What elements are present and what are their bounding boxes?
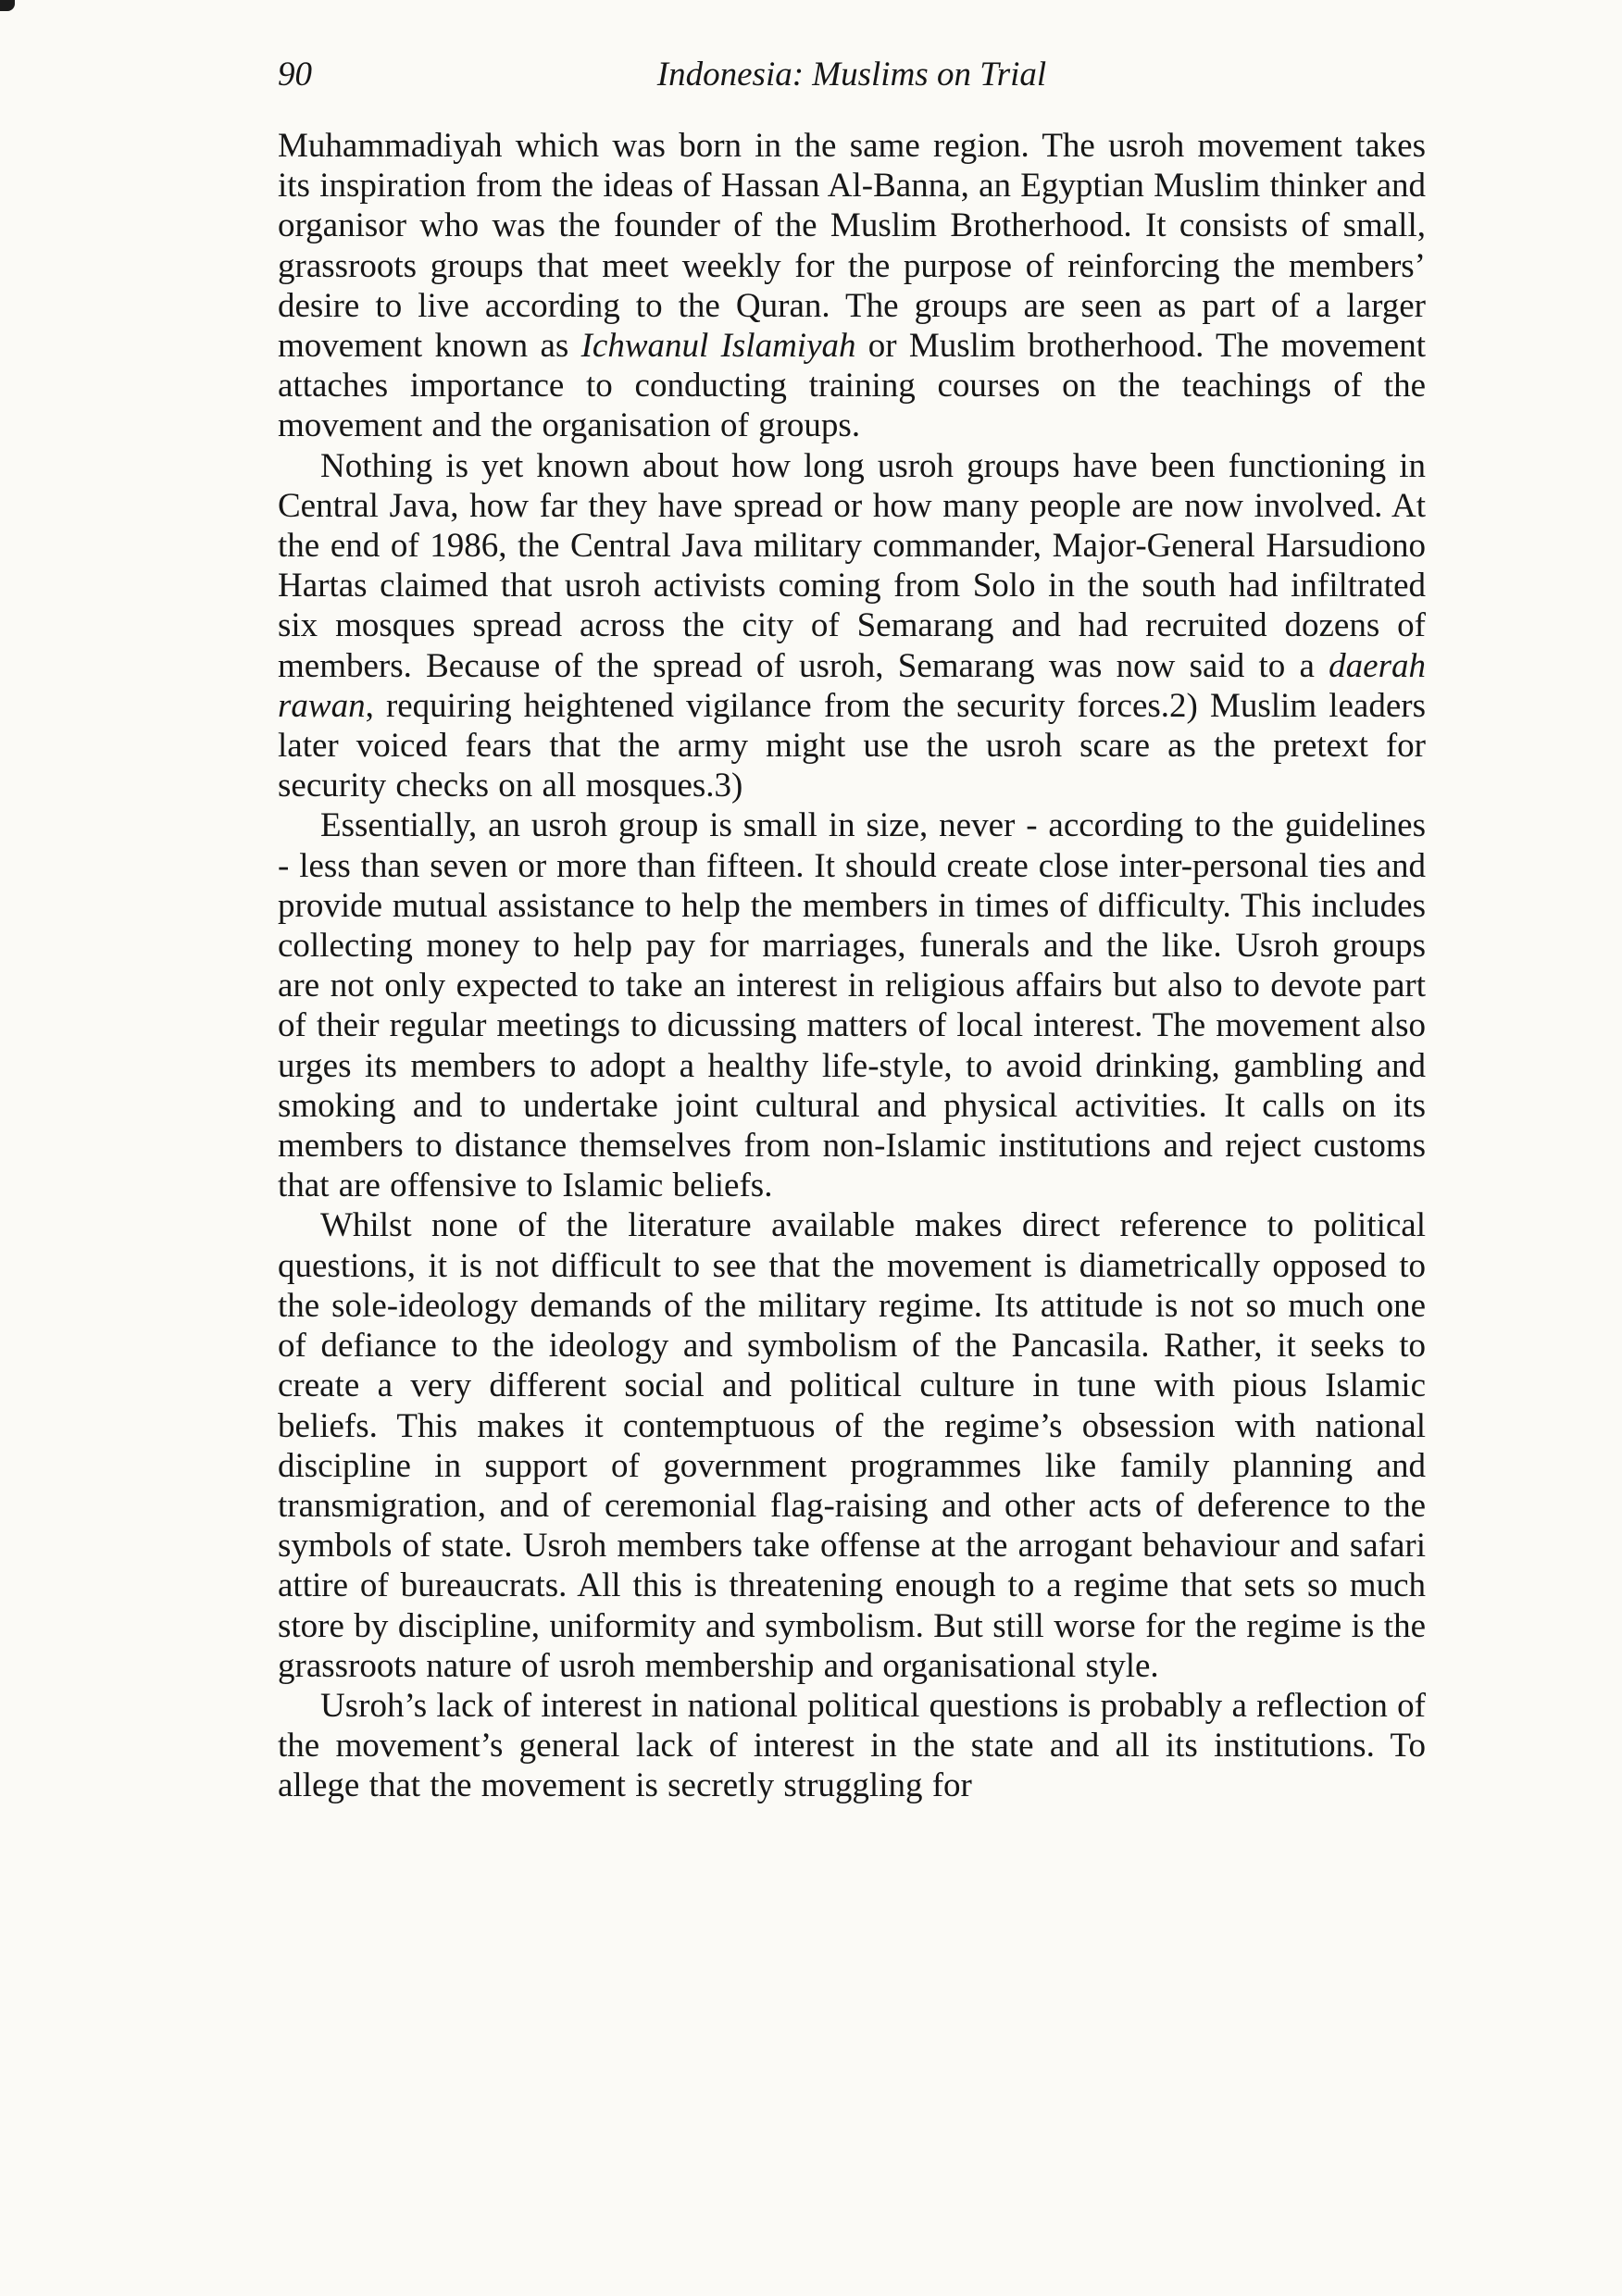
italic-term: Ichwanul Islamiyah xyxy=(580,327,856,366)
page-header xyxy=(278,54,1426,96)
page-number: 90 xyxy=(278,56,312,94)
text-segment: Whilst none of the literature available makes direct reference to political questions, it is not difficult to see that the movement is diametrically opposed to the sole-ideology demands of the military regime. Its attitude is not so much one of defiance to the ideology and symbolism of the Pancasila. Rather, it seeks to create a very different social and political culture in tune with pious Islamic beliefs. This makes it contemptuous of the regime’s obsession with national discipline in support of government programmes like family planning and transmigration, and of ceremonial flag-raising and other acts of deference to the symbols of state. Usroh members take offense at the arrogant behaviour and safari attire of bureaucrats. All this is threatening enough to a regime that sets so much store by discipline, uniformity and symbolism. But still worse for the regime is the grassroots nature of usroh membership and organisational style. xyxy=(278,1206,1426,1685)
text-segment: Usroh’s lack of interest in national political questions is probably a reflection of the movement’s general lack of interest in the state and all its institutions. To allege that the movement is secretly struggling for xyxy=(278,1686,1426,1805)
paragraph xyxy=(278,1205,1426,1685)
paragraph xyxy=(278,1686,1426,1806)
text-segment: or Muslim brotherhood. The movement attaches importance to conducting training courses on the teachings of the movement and the organisation of groups. xyxy=(278,327,1427,445)
paragraph xyxy=(278,446,1426,806)
body-text xyxy=(278,126,1426,1806)
text-segment: Muhammadiyah which was born in the same region. The usroh movement takes its inspiration from the ideas of Hassan Al-Banna, an Egyptian Muslim thinker and organisor who was the founder of the Muslim Brotherhood. It consists of small, grassroots groups that meet weekly for the purpose of reinforcing the members’ desire to live according to the Quran. The groups are seen as part of a larger movement known as xyxy=(278,127,1426,366)
paragraph xyxy=(278,126,1426,446)
italic-term: daerah rawan xyxy=(278,646,1426,725)
text-column xyxy=(278,54,1426,1806)
page-header-title: Indonesia: Muslims on Trial xyxy=(656,56,1047,94)
text-segment: Essentially, an usroh group is small in size, never - according to the guidelines - less than seven or more than fifteen. It should create close inter-personal ties and provide mutual assistance to help the members in times of difficulty. This includes collecting money to help pay for marriages, funerals and the like. Usroh groups are not only expected to take an interest in religious affairs but also to devote part of their regular meetings to dicussing matters of local interest. The movement also urges its members to adopt a healthy life-style, to avoid drinking, gambling and smoking and to undertake joint cultural and physical activities. It calls on its members to distance themselves from non-Islamic institutions and reject customs that are offensive to Islamic beliefs. xyxy=(278,806,1426,1205)
text-segment: , requiring heightened vigilance from the security forces.2) Muslim leaders later voiced fears that the army might use the usroh scare as the pretext for security checks on all mosques.3) xyxy=(278,686,1426,805)
text-segment: Nothing is yet known about how long usroh groups have been functioning in Central Java, how far they have spread or how many people are now involved. At the end of 1986, the Central Java military commander, Major-General Harsudiono Hartas claimed that usroh activists coming from Solo in the south had infiltrated six mosques spread across the city of Semarang and had recruited dozens of members. Because of the spread of usroh, Semarang was now said to a xyxy=(278,446,1426,685)
scan-artifact-corner xyxy=(0,0,15,11)
paragraph xyxy=(278,805,1426,1205)
